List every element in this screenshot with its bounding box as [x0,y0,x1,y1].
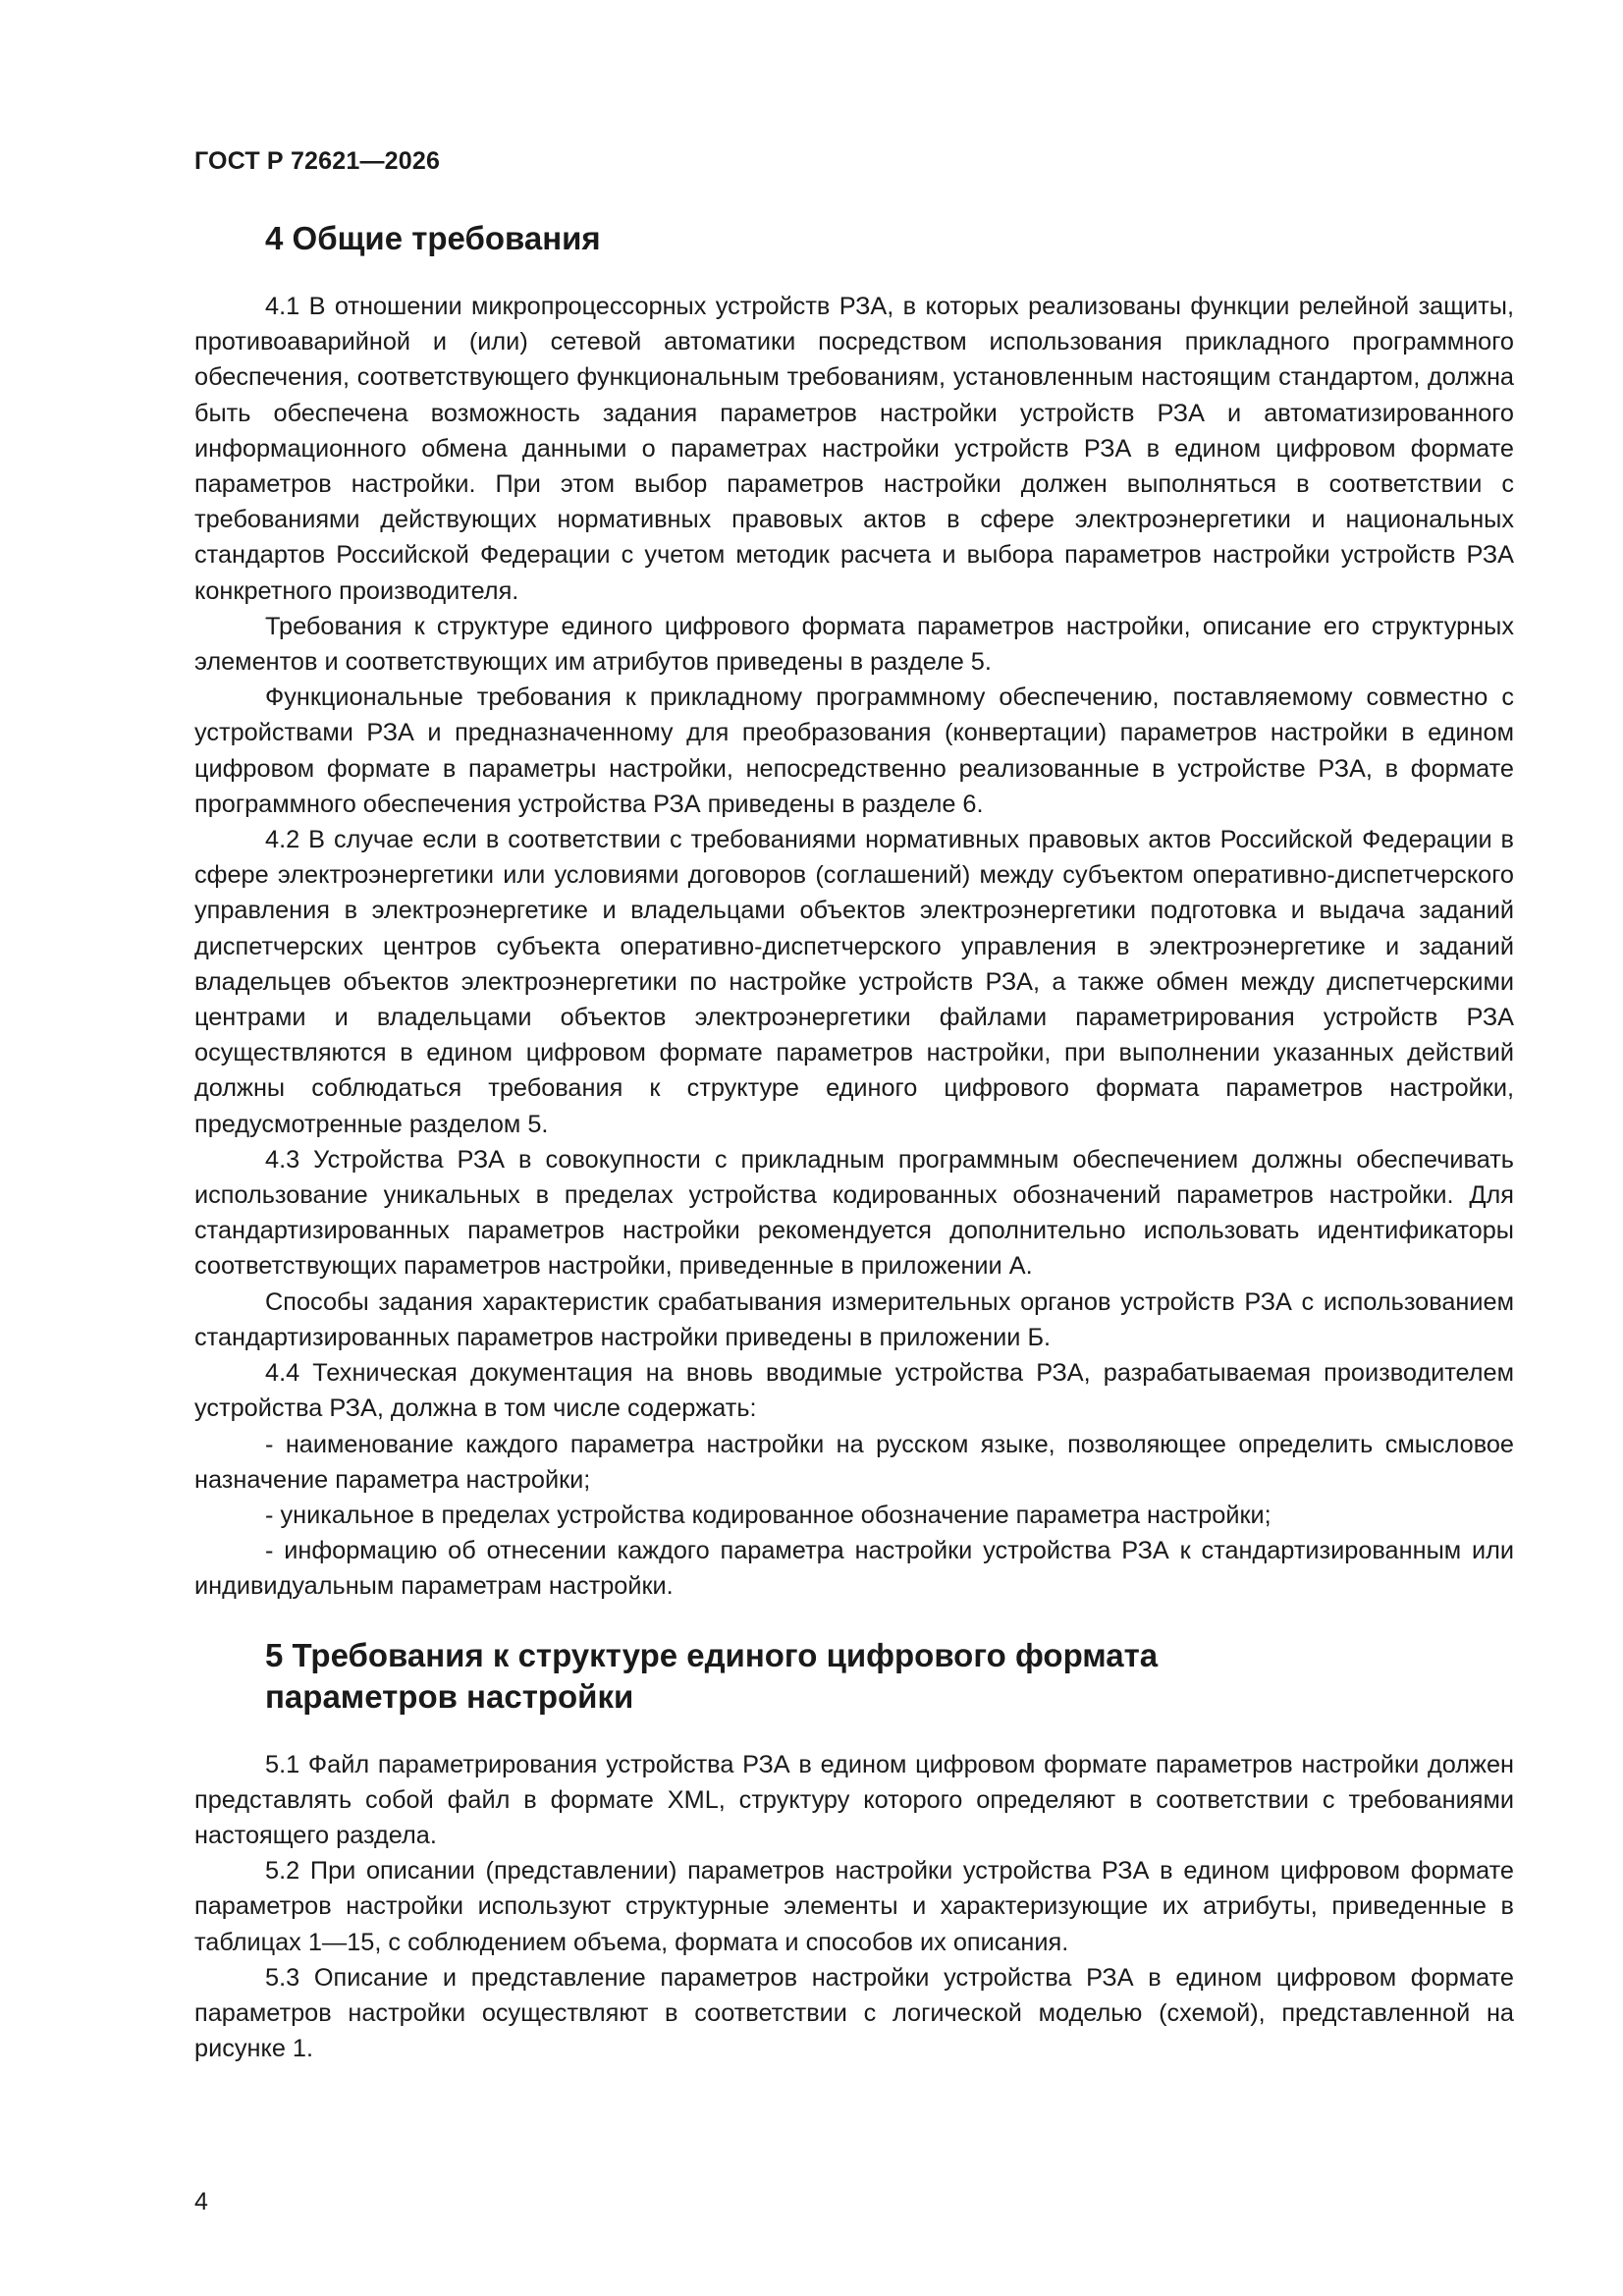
paragraph-4-4: 4.4 Техническая документация на вновь вводимые устройства РЗА, разрабатываемая производителем устройства РЗА, должна в том числе содержать: [194,1359,1514,1423]
document-body [194,218,1514,2066]
page-number: 4 [194,2188,208,2215]
section-5-title-line-1: 5 Требования к структуре единого цифрового формата [265,1636,1159,1673]
section-4-title: 4 Общие требования [265,220,601,256]
paragraph-4-1: 4.1 В отношении микропроцессорных устройств РЗА, в которых реализованы функции релейной защиты, противоаварийной и (или) сетевой автоматики посредством использования прикладного программного обеспечения, соответствующего функциональным требованиям, установленным настоящим стандартом, должна быть обеспечена возможность задания параметров настройки устройств РЗА и автоматизированного информационного обмена данными о параметрах настройки устройств РЗА в едином цифровом формате параметров настройки. При этом выбор параметров настройки должен выполняться в соответствии с требованиями действующих нормативных правовых актов в сфере электроэнергетики и национальных стандартов Российской Федерации с учетом методик расчета и выбора параметров настройки устройств РЗА конкретного производителя. [194,293,1514,605]
document-id-header: ГОСТ Р 72621—2026 [194,147,441,175]
list-item: - информацию об отнесении каждого параметра настройки устройства РЗА к стандартизированным или индивидуальным параметрам настройки. [194,1537,1514,1601]
paragraph-5-3: 5.3 Описание и представление параметров настройки устройства РЗА в едином цифровом формате параметров настройки осуществляют в соответствии с логической моделью (схемой), представленной на рисунке 1. [194,1963,1514,2063]
section-5-title [194,1635,1514,1718]
list-item: - наименование каждого параметра настройки на русском языке, позволяющее определить смысловое назначение параметра настройки; [194,1430,1514,1494]
paragraph-4-1-functional: Функциональные требования к прикладному программному обеспечению, поставляемому совместно с устройствами РЗА и предназначенному для преобразования (конвертации) параметров настройки в едином цифровом формате в параметры настройки, непосредственно реализованные в устройстве РЗА, в формате программного обеспечения устройства РЗА приведены в разделе 6. [194,683,1514,818]
paragraph-5-2: 5.2 При описании (представлении) параметров настройки устройства РЗА в едином цифровом формате параметров настройки используют структурные элементы и характеризующие их атрибуты, приведенные в таблицах 1—15, с соблюдением объема, формата и способов их описания. [194,1857,1514,1956]
section-5-title-line-2: параметров настройки [265,1677,634,1715]
paragraph-4-2: 4.2 В случае если в соответствии с требованиями нормативных правовых актов Российской Федерации в сфере электроэнергетики или условиями договоров (соглашений) между субъектом оперативно-диспетчерского управления в электроэнергетике и владельцами объектов электроэнергетики подготовка и выдача заданий диспетчерских центров субъекта оперативно-диспетчерского управления в электроэнергетике и заданий владельцев объектов электроэнергетики по настройке устройств РЗА, а также обмен между диспетчерскими центрами и владельцами объектов электроэнергетики файлами параметрирования устройств РЗА осуществляются в едином цифровом формате параметров настройки, при выполнении указанных действий должны соблюдаться требования к структуре единого цифрового формата параметров настройки, предусмотренные разделом 5. [194,826,1514,1138]
paragraph-4-3: 4.3 Устройства РЗА в совокупности с прикладным программным обеспечением должны обеспечивать использование уникальных в пределах устройства кодированных обозначений параметров настройки. Для стандартизированных параметров настройки рекомендуется дополнительно использовать идентификаторы соответствующих параметров настройки, приведенные в приложении А. [194,1145,1514,1281]
paragraph-4-1-structure: Требования к структуре единого цифрового формата параметров настройки, описание его структурных элементов и соответствующих им атрибутов приведены в разделе 5. [194,612,1514,677]
paragraph-4-3-methods: Способы задания характеристик срабатывания измерительных органов устройств РЗА с использованием стандартизированных параметров настройки приведены в приложении Б. [194,1287,1514,1351]
list-item: - уникальное в пределах устройства кодированное обозначение параметра настройки; [265,1501,1271,1529]
paragraph-5-1: 5.1 Файл параметрирования устройства РЗА в едином цифровом формате параметров настройки должен представлять собой файл в формате XML, структуру которого определяют в соответствии с требованиями настоящего раздела. [194,1750,1514,1849]
